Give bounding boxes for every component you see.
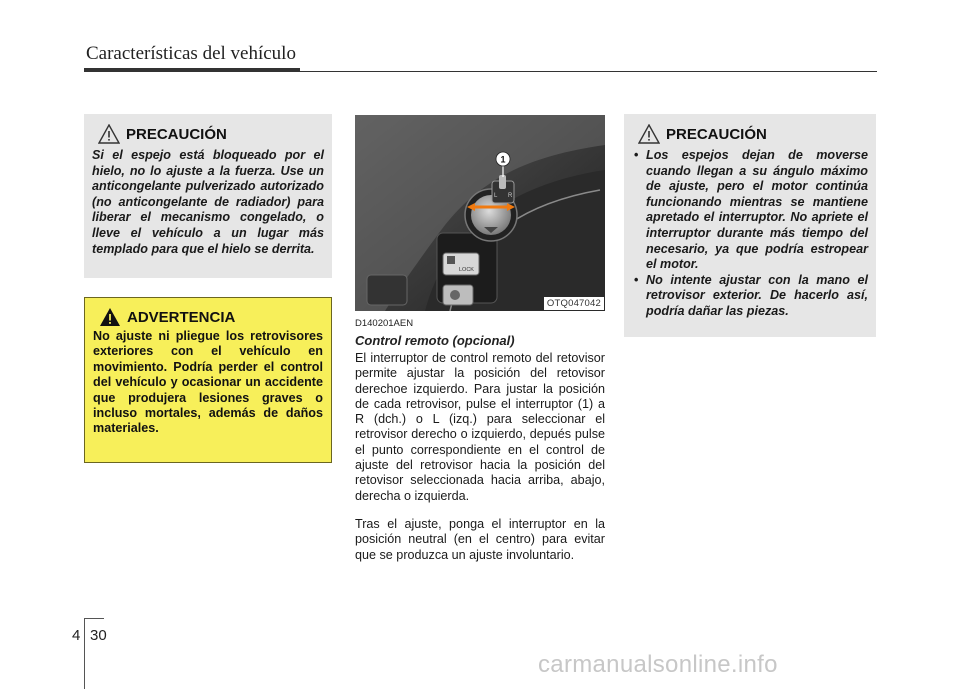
figure-callout-number: 1 — [500, 154, 506, 165]
svg-text:R: R — [508, 193, 513, 199]
caution-box-left-text: Si el espejo está bloqueado por el hielo, no lo ajuste a la fuerza. Use un anticongelante pulverizado autorizado (no anticongelante de radiador) para liberar el mecanismo congelado, o lleve el vehículo a un lugar más templado para que el hielo se derrita. — [92, 148, 324, 256]
section-paragraph-1: El interruptor de control remoto del retovisor permite ajustar la posición del retovisor derechoe izquierdo. Para justar la posición de cada retrovisor, pulse el interruptor (1) a R (dch.) o L (izq.) para seleccionar el retrovisor derecho o izquierdo, depués pulse el punto correspondiente en el control de ajuste del retrovisor hacia la posición del retovisor seleccionada hacia arriba, abajo, derecha o izquierda. — [355, 351, 605, 503]
caution-box-left-title-row — [98, 124, 324, 144]
caution-bullet-item: • Los espejos dejan de moverse cuando llegan a su ángulo máximo de ajuste, pero el motor continúa funcionando mientras se mantiene apretado el interruptor. No apriete el interruptor durante más tiempo del necesario, ya que podría estropear el motor. — [632, 148, 868, 273]
warning-box-left-text: No ajuste ni pliegue los retrovisores exteriores con el vehículo en movimiento. Podría perder el control del vehículo y ocasionar un accidente que produjera lesiones graves o incluso mortales, además de daños materiales. — [93, 329, 323, 436]
warning-box-left-title-row — [99, 307, 323, 327]
mirror-control-photo — [355, 115, 605, 311]
section-heading: Control remoto (opcional) — [355, 333, 515, 348]
watermark: carmanualsonline.info — [538, 651, 778, 678]
page-header-title: Características del vehículo — [86, 43, 296, 64]
figure-lock-label: LOCK — [459, 267, 474, 273]
svg-text:L: L — [494, 193, 498, 199]
footer-divider-vertical — [84, 618, 85, 689]
page-number: 30 — [90, 627, 107, 644]
warning-box-left-title: ADVERTENCIA — [127, 308, 236, 326]
caution-box-right-list — [632, 148, 868, 320]
caution-box-right — [624, 114, 876, 337]
section-paragraph-2: Tras el ajuste, ponga el interruptor en la posición neutral (en el centro) para evitar que se produzca un ajuste involuntario. — [355, 517, 605, 562]
caution-box-left — [84, 114, 332, 278]
section-code: D140201AEN — [355, 318, 414, 329]
warning-box-left — [84, 297, 332, 463]
figure-code: OTQ047042 — [544, 297, 604, 310]
caution-box-right-title: PRECAUCIÓN — [666, 125, 767, 143]
caution-box-left-title: PRECAUCIÓN — [126, 125, 227, 143]
header-rule-thin — [84, 71, 877, 72]
warning-triangle-icon — [98, 124, 120, 144]
caution-box-right-title-row — [638, 124, 868, 144]
warning-triangle-filled-icon — [99, 307, 121, 327]
chapter-number: 4 — [72, 627, 81, 644]
footer-divider-horizontal — [84, 618, 104, 619]
warning-triangle-icon — [638, 124, 660, 144]
mirror-control-illustration — [355, 115, 605, 311]
caution-bullet-item: • No intente ajustar con la mano el retrovisor exterior. De hacerlo así, podría dañar las piezas. — [632, 273, 868, 320]
